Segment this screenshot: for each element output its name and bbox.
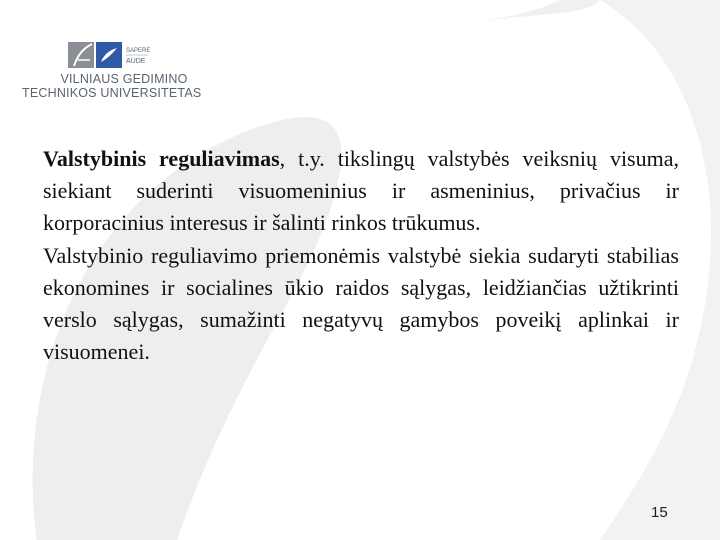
logo-badge-line1: SAPERE [126,48,151,54]
paragraph-purpose [43,240,679,369]
purpose-text: Valstybinio reguliavimo priemonėmis valstybė siekia sudaryti stabilias ekonomines ir socialines ūkio raidos sąlygas, leidžiančias užtikrinti verslo sąlygas, sumažinti negatyvų gamybos poveikį aplinkai ir visuomenei. [43,242,679,365]
slide-body [43,143,679,368]
bold-term: Valstybinis reguliavimas [43,146,280,171]
logo-text-line1: VILNIAUS GEDIMINO [60,72,188,86]
logo-text-line2: TECHNIKOS UNIVERSITETAS [22,86,202,100]
paragraph-definition [43,143,679,240]
logo-emblem-icon [68,40,168,70]
page-number: 15 [651,504,668,521]
logo-badge-line2: AUDE [126,58,146,65]
definition-text: , t.y. tikslingų valstybės veiksnių visuma, siekiant suderinti visuomeninius ir asmeninius, privačius ir korporacinius interesus ir šalinti rinkos trūkumus. [43,146,679,236]
university-logo [22,40,222,100]
